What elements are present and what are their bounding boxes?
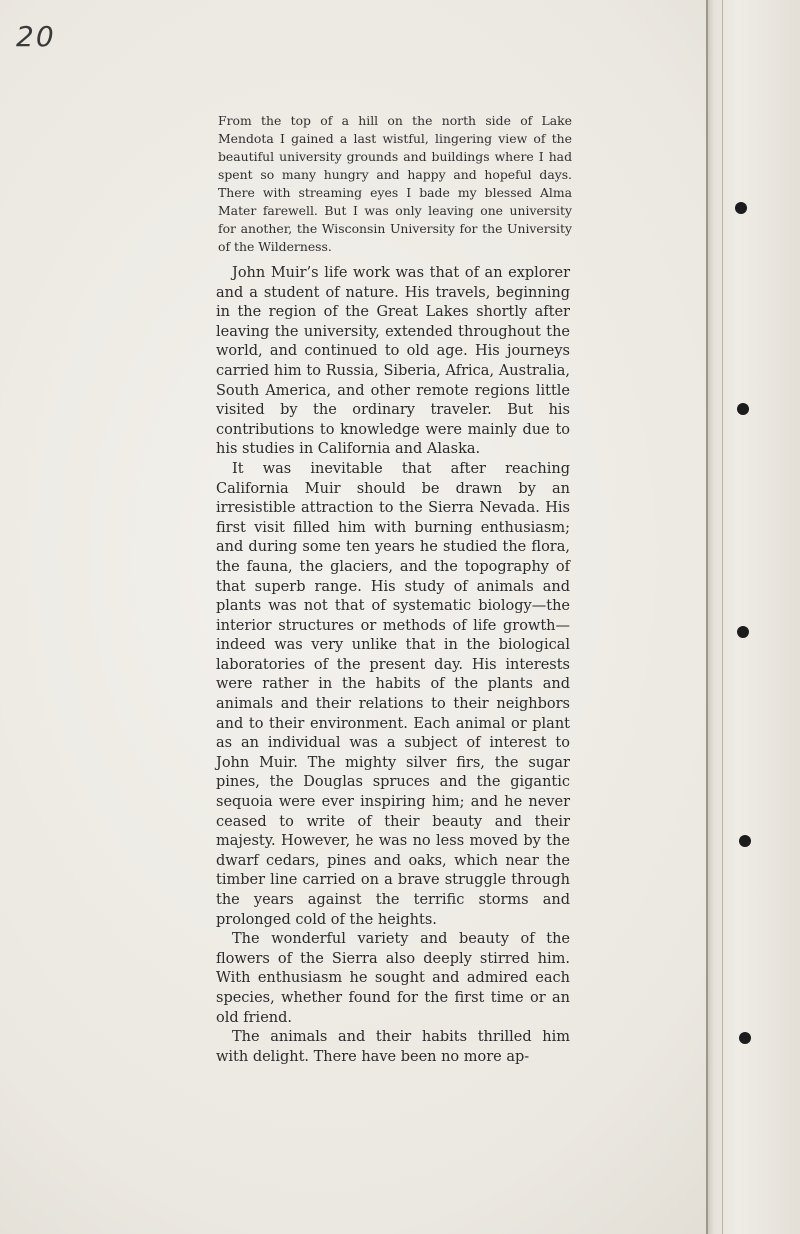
binder-edge <box>706 0 800 1234</box>
body-text <box>216 264 570 1067</box>
punch-hole-2 <box>737 403 749 415</box>
page-number: 20 <box>16 20 56 53</box>
punch-hole-5 <box>739 1032 751 1044</box>
paragraph: The wonderful variety and beauty of the flowers of the Sierra also deeply stirred him. With enthusiasm he sought and admired each species, whether found for the first time or an old friend. <box>216 931 570 1026</box>
block-quote: From the top of a hill on the north side of Lake Mendota I gained a last wistful, lingering view of the beautiful university grounds and buildings where I had spent so many hungry and happy and hopeful days. There with streaming eyes I bade my blessed Alma Mater farewell. But I was only leaving one university for another, the Wisconsin University for the University of the Wilderness. <box>218 113 572 254</box>
punch-hole-1 <box>735 202 747 214</box>
punch-hole-4 <box>739 835 751 847</box>
punch-hole-3 <box>737 626 749 638</box>
paragraph: The animals and their habits thrilled him with delight. There have been no more ap- <box>216 1029 570 1065</box>
binder-crease-line <box>722 0 723 1234</box>
paragraph: It was inevitable that after reaching California Muir should be drawn by an irresistible attraction to the Sierra Nevada. His first visit filled him with burning enthusiasm; and during some ten years he studied the flora, the fauna, the glaciers, and the topography of that superb range. His study of animals and plants was not that of systematic biology—the interior structures or methods of life growth—indeed was very unlike that in the biological laboratories of the present day. His interests were rather in the habits of the plants and animals and their relations to their neighbors and to their environment. Each animal or plant as an individual was a subject of interest to John Muir. The mighty silver firs, the sugar pines, the Douglas spruces and the gigantic sequoia were ever inspiring him; and he never ceased to write of their beauty and their majesty. However, he was no less moved by the dwarf cedars, pines and oaks, which near the timber line carried on a brave struggle through the years against the terrific storms and prolonged cold of the heights. <box>216 460 570 928</box>
paragraph: John Muir’s life work was that of an explorer and a student of nature. His travels, beginning in the region of the Great Lakes shortly after leaving the university, extended throughout the world, and continued to old age. His journeys carried him to Russia, Siberia, Africa, Australia, South America, and other remote regions little visited by the ordinary traveler. But his contributions to knowledge were mainly due to his studies in California and Alaska. <box>216 265 570 458</box>
